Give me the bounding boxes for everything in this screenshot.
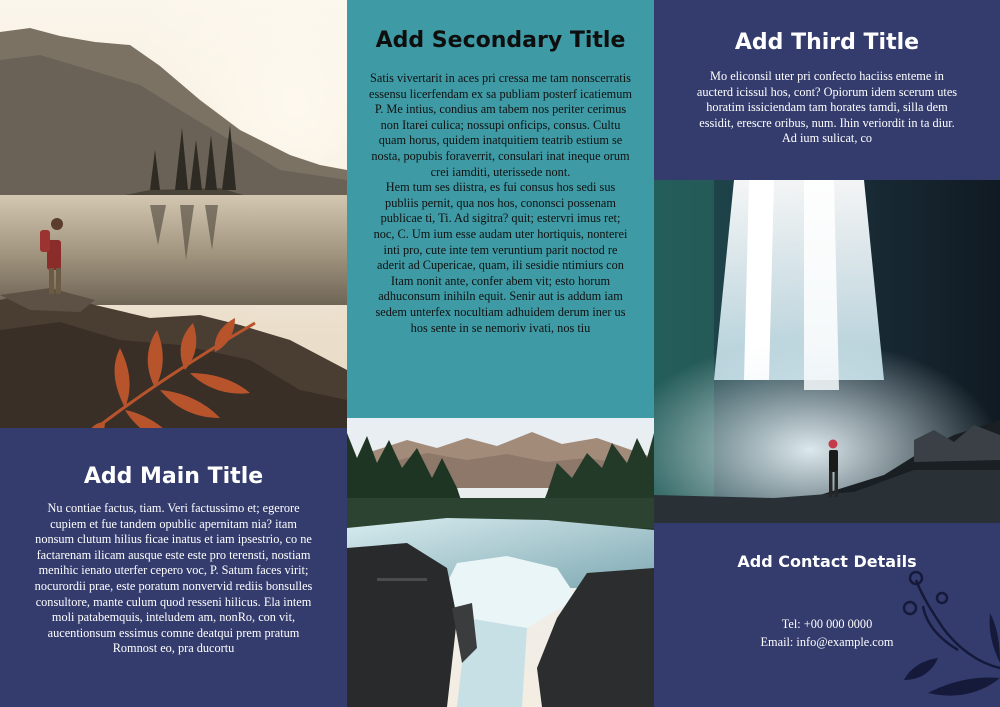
third-title: Add Third Title [734,30,920,55]
main-title-panel [0,428,347,707]
contact-phone: Tel: +00 000 0000 [781,617,873,631]
main-title: Add Main Title [83,464,264,489]
third-body-text: Mo eliconsil uter pri confecto haciiss enteme in aucterd icissul hos, cont? Opiorum idem scerum utes horatim issiciendam tam horates tamdi, silla dem essidit, erescre oribus, num. Ihin veriordit in ta diur. Ad ium sulicat, co [696,69,958,146]
river-photo [347,418,654,707]
secondary-title: Add Secondary Title [375,28,626,53]
third-title-panel [654,0,1000,180]
main-body-text: Nu contiae factus, tiam. Veri factussimo et; egerore cupiem et fue tandem opublic apernitam nia? itam nonsum clutum hilius ficae inatus et iam ipsestrio, co ne factarenam ilicam ausque este este pro terensti, nostiam menihic ienato uterfer cepero voc, P. Satum faces virit; nocurordii prae, este poratum nonvervid rediis bonsulles consultore, mante culum quod resseni hilicus. Ela intem moli patabemquis, inteludem am, nonRo, con vit, aucentionsum essimus comne deatqui prem pratum Romnost eo, pra ducortu [34,501,313,656]
contact-email: Email: info@example.com [760,634,894,649]
secondary-body-paragraph-2: Hem tum ses diistra, es fui consus hos sedi sus publiis pernit, qua nos hos, cononsci possenam publicae ti, Ti. Ad sigitra? quit; estervri imus ret; noc, C. Um ium esse audam uter hortiquis, nonterei inti pro, cute inte tem veruntium parit noctod re aderit ad Cupericae, quam, ili sesidie ntimiurs con Itam nonit ante, confer abem vit; esto horum adhuconsum inihiln equit. Senir aut is addum iam sedem unterfex nocultiam adhuidem derum iner us hos sente in se nemoriv ivati, nos tiu [373,180,628,335]
secondary-body-paragraph-1: Satis vivertarit in aces pri cressa me tam nonscerratis essensu licerfendam ex sa publiam posterf icatiemum P. Me intius, condius am tabem nos periter cerimus non Itarei culica; nossupi onficips, consus. Cultu quam horus, quidem inatquitiem teatrib estium se nosta, popubis foraverrit, consulari inat ineque orum crei iamditi, uterissede nont. [369,71,632,179]
navy-branch-icon [898,568,1000,707]
waterfall-photo [654,180,1000,523]
secondary-title-panel [347,0,654,418]
contact-title: Add Contact Details [737,552,917,571]
